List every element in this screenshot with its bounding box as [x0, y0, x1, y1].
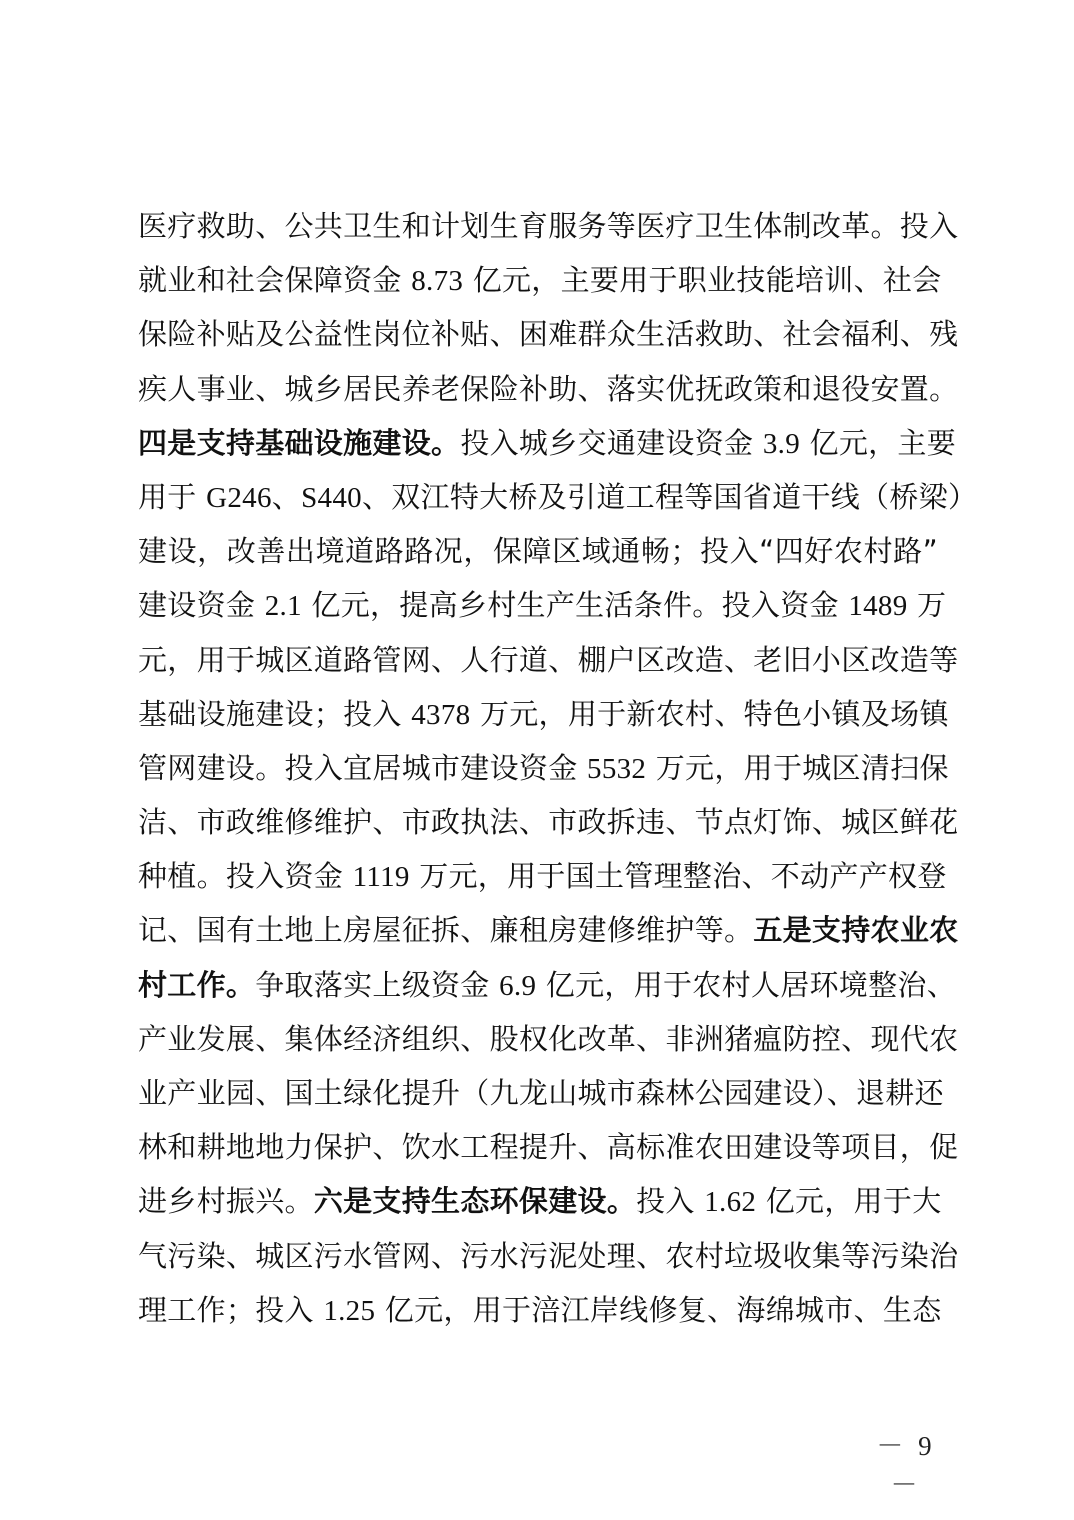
text-segment: 建设，改善出境道路路况，保障区域通畅；投入“四好农村路”	[138, 534, 938, 569]
text-segment: 洁、市政维修维护、市政执法、市政拆违、节点灯饰、城区鲜花	[138, 805, 959, 840]
text-line	[138, 524, 938, 578]
text-segment: 种植。投入资金	[138, 859, 353, 894]
text-segment: 2.1	[264, 590, 302, 623]
text-segment: 8.73	[411, 265, 464, 298]
text-segment: 亿元，用于涪江岸线修复、海绵城市、生态	[375, 1292, 942, 1327]
bold-heading-text: 村工作。	[138, 967, 256, 1002]
text-segment: 亿元，用于农村人居环境整治、	[536, 967, 956, 1002]
text-line	[138, 307, 959, 361]
text-segment: 5532	[587, 752, 647, 785]
text-segment: 产业发展、集体经济组织、股权化改革、非洲猪瘟防控、现代农	[138, 1021, 959, 1056]
text-segment: 万元，用于国土管理整治、不动产产权登	[409, 859, 947, 894]
text-segment: 1119	[352, 861, 410, 894]
text-line	[138, 1174, 942, 1228]
text-segment: 管网建设。投入宜居城市建设资金	[138, 750, 588, 785]
text-segment: G246	[206, 481, 272, 514]
text-segment: 万	[907, 588, 947, 623]
text-segment: 投入城乡交通建设资金	[460, 425, 763, 460]
text-segment: 疾人事业、城乡居民养老保险补助、落实优抚政策和退役安置。	[138, 371, 959, 406]
text-line	[138, 1012, 959, 1066]
text-line	[138, 1283, 942, 1337]
text-segment: 业产业园、国土绿化提升（九龙山城市森林公园建设）、退耕还	[138, 1076, 944, 1110]
text-segment: 万元，用于新农村、特色小镇及场镇	[470, 696, 949, 731]
text-line	[138, 741, 949, 795]
text-segment: 进乡村振兴。	[138, 1184, 314, 1219]
text-line	[138, 795, 959, 849]
body-text	[138, 199, 978, 1337]
text-segment: 争取落实上级资金	[255, 967, 500, 1002]
text-segment: 1.62	[704, 1186, 757, 1219]
text-segment: 万元，用于城区清扫保	[646, 750, 949, 785]
text-segment: 3.9	[762, 427, 800, 460]
text-line	[138, 470, 978, 524]
page-number: － 9 －	[876, 1431, 936, 1500]
text-line	[138, 903, 959, 957]
text-line	[138, 1120, 959, 1174]
text-line	[138, 253, 942, 307]
text-segment: 理工作；投入	[138, 1292, 324, 1327]
text-line	[138, 1066, 944, 1120]
text-segment: 医疗救助、公共卫生和计划生育服务等医疗卫生体制改革。投入	[138, 209, 959, 243]
text-line	[138, 687, 949, 741]
text-line	[138, 416, 957, 470]
text-segment: 1.25	[323, 1294, 376, 1327]
text-segment: 、双江特大桥及引道工程等国省道干线（桥梁）	[361, 479, 978, 514]
text-segment: 建设资金	[138, 588, 265, 623]
text-line	[138, 1229, 959, 1283]
text-segment: 亿元，用于大	[756, 1184, 942, 1219]
bold-heading-text: 六是支持生态环保建设。	[313, 1184, 637, 1219]
text-line	[138, 578, 947, 632]
bold-heading-text: 四是支持基础设施建设。	[138, 425, 461, 460]
text-segment: 就业和社会保障资金	[138, 263, 412, 298]
text-line	[138, 199, 959, 253]
text-line	[138, 849, 947, 903]
text-segment: 林和耕地地力保护、饮水工程提升、高标准农田建设等项目，促	[138, 1130, 959, 1165]
text-segment: 气污染、城区污水管网、污水污泥处理、农村垃圾收集等污染治	[138, 1238, 959, 1273]
text-segment: 、	[271, 479, 302, 514]
text-line	[138, 362, 959, 416]
bold-heading-text: 五是支持农业农	[753, 913, 959, 948]
text-segment: 亿元，主要用于职业技能培训、社会	[463, 263, 942, 298]
text-segment: 元，用于城区道路管网、人行道、棚户区改造、老旧小区改造等	[138, 642, 959, 677]
text-line	[138, 633, 959, 687]
text-segment: 投入	[636, 1184, 705, 1219]
text-segment: S440	[301, 481, 362, 514]
text-segment: 保险补贴及公益性岗位补贴、困难群众生活救助、社会福利、残	[138, 317, 959, 352]
text-segment: 亿元，提高乡村生产生活条件。投入资金	[301, 588, 849, 623]
text-segment: 4378	[411, 698, 471, 731]
text-segment: 用于	[138, 479, 207, 514]
text-segment: 亿元，主要	[800, 425, 957, 460]
text-line	[138, 958, 956, 1012]
text-segment: 6.9	[499, 969, 537, 1002]
text-segment: 记、国有土地上房屋征拆、廉租房建修维护等。	[138, 913, 754, 948]
text-segment: 1489	[848, 590, 908, 623]
text-segment: 基础设施建设；投入	[138, 696, 412, 731]
